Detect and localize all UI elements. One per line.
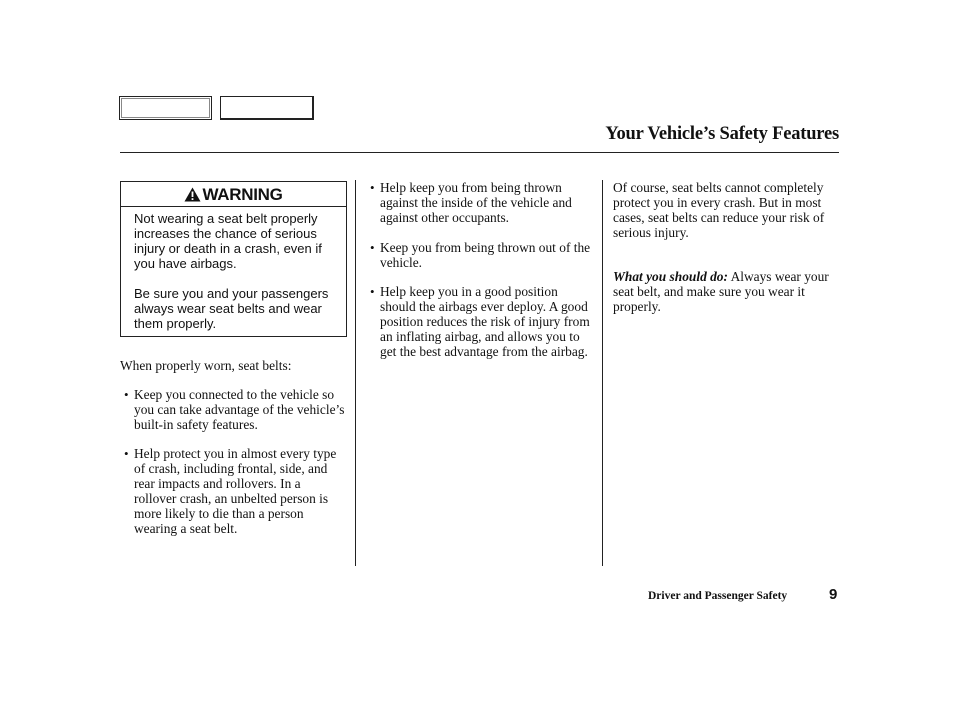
bullet-icon: • (124, 446, 129, 461)
warning-paragraph: Be sure you and your passengers always wear seat belts and wear them properly. (134, 286, 329, 331)
list-item-text: Keep you from being thrown out of the vehicle. (380, 240, 591, 270)
index-tab-box-2 (220, 96, 314, 120)
index-tab-box-1 (119, 96, 212, 120)
column-divider-1 (355, 180, 356, 566)
list-item-text: Help keep you in a good position should the airbags ever deploy. A good position reduces the risk of injury from an inflating airbag, and allows you to get the best advantage from the airbag. (380, 284, 590, 359)
bullet-icon: • (370, 180, 375, 195)
bullet-icon: • (124, 387, 129, 402)
warning-paragraph: Not wearing a seat belt properly increases the chance of serious injury or death in a crash, even if you have airbags. (134, 211, 322, 271)
advice-label: What you should do: (613, 269, 728, 284)
column3-paragraph: Of course, seat belts cannot completely protect you in every crash. But in most cases, seat belts can reduce your risk of serious injury. (613, 180, 825, 240)
list-item-text: Help keep you from being thrown against the inside of the vehicle and against other occupants. (380, 180, 572, 225)
page-title: Your Vehicle’s Safety Features (605, 124, 839, 144)
column1-intro: When properly worn, seat belts: (120, 358, 292, 373)
header-rule (120, 152, 839, 153)
warning-box (120, 181, 347, 337)
list-item-text: Help protect you in almost every type of crash, including frontal, side, and rear impacts and rollovers. In a rollover crash, an unbelted person is more likely to die than a person wearing a seat belt. (134, 446, 337, 536)
bullet-icon: • (370, 240, 375, 255)
warning-title: WARNING (202, 184, 283, 204)
footer-section-title: Driver and Passenger Safety (648, 590, 788, 602)
column-divider-2 (602, 180, 603, 566)
list-item (366, 285, 595, 360)
page-number: 9 (829, 586, 838, 603)
list-item (366, 181, 595, 226)
list-item (120, 447, 345, 536)
bullet-icon: • (370, 284, 375, 299)
list-item (120, 388, 350, 433)
warning-triangle-icon (184, 187, 201, 202)
advice-paragraph (613, 270, 835, 315)
advice-text: Always wear your seat belt, and make sure you wear it properly. (613, 269, 829, 314)
list-item (366, 241, 595, 271)
list-item-text: Keep you connected to the vehicle so you can take advantage of the vehicle’s built-in safety features. (134, 387, 345, 432)
warning-header (121, 182, 346, 207)
